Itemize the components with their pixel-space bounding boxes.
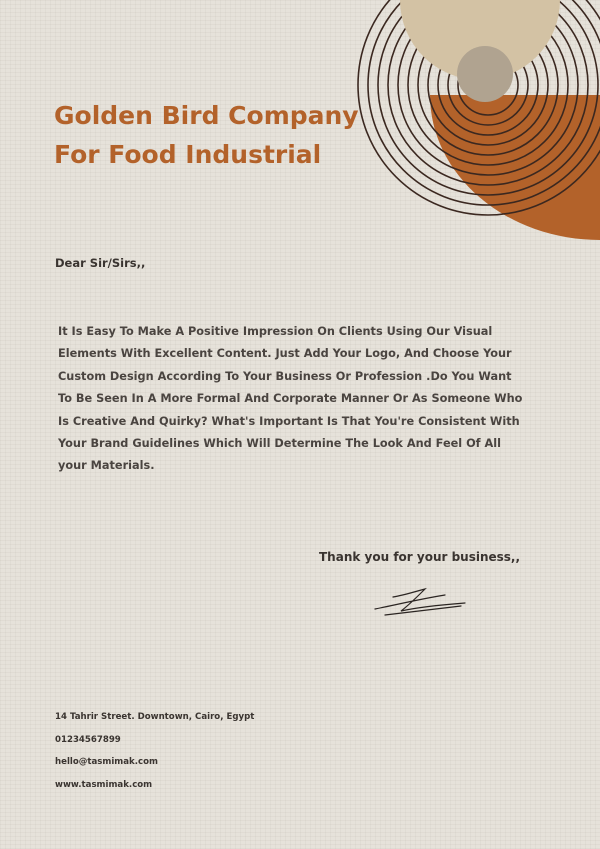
contact-email: hello@tasmimak.com	[55, 757, 158, 767]
gray-circle	[457, 46, 513, 102]
contact-info	[55, 712, 254, 802]
signature	[365, 585, 475, 621]
contact-address: 14 Tahrir Street. Downtown, Cairo, Egypt	[55, 712, 255, 722]
contact-phone: 01234567899	[55, 734, 121, 745]
company-name	[54, 96, 384, 174]
letter-body: It Is Easy To Make A Positive Impression On Clients Using Our Visual Elements With Excellent Content. Just Add Your Logo, And Choose Your Custom Design According To Your Business Or Profession .Do You Want To Be Seen In A More Formal And Corporate Manner Or As Someone Who Is Creative And Quirky? What's Important Is That You're Consistent With Your Brand Guidelines Which Will Determine The Look And Feel Of All your Materials.	[58, 325, 523, 473]
company-name-line-1: Golden Bird Company	[54, 101, 359, 130]
company-name-line-2: For Food Industrial	[54, 140, 322, 169]
contact-website: www.tasmimak.com	[55, 779, 153, 790]
closing-line: Thank you for your business,,	[319, 550, 521, 564]
salutation: Dear Sir/Sirs,,	[55, 256, 146, 270]
